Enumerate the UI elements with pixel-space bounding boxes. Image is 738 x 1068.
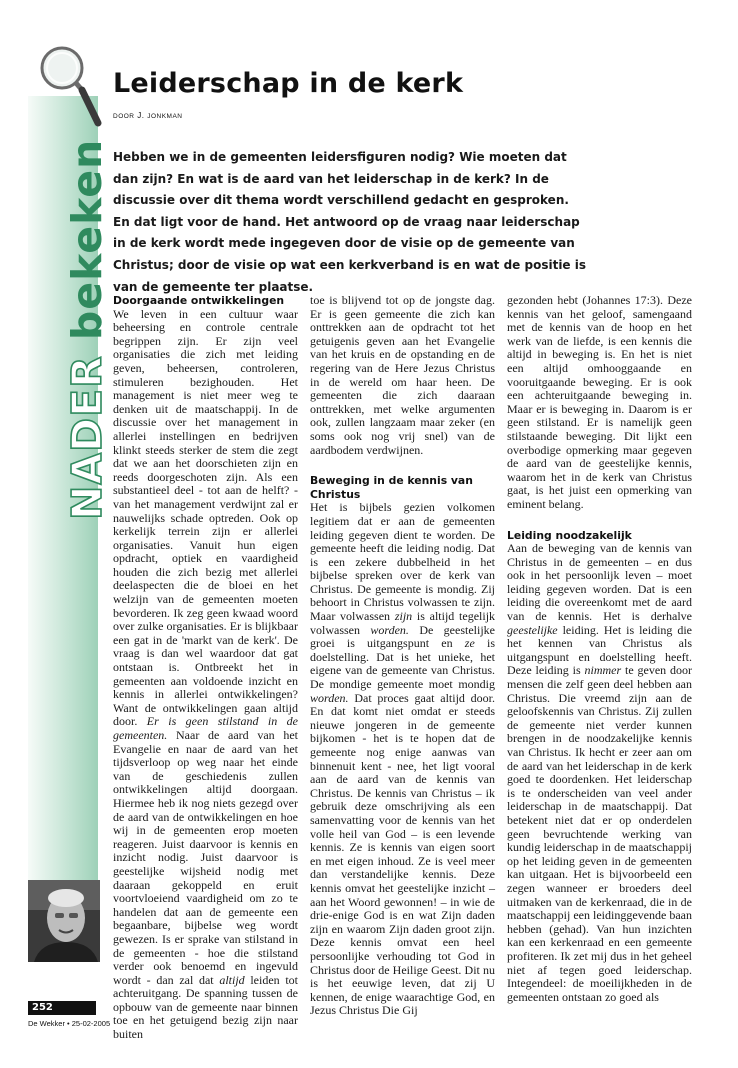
- author-name: JONKMAN: [147, 113, 183, 120]
- emphasis: geestelijke: [507, 622, 558, 637]
- text-run: leiden tot achteruitgang. De spanning tussen de opbouw van de gemeente naar binnen toe en het getuigend bezig zijn naar buiten: [113, 972, 299, 1042]
- paragraph: [113, 308, 298, 1042]
- article-lead: Hebben we in de gemeenten leidersfiguren nodig? Wie moeten dat dan zijn? En wat is de aard van het leiderschap in de kerk? In de discussie over dit thema wordt verschillend gedacht en gesproken. En dat ligt voor de hand. Het antwoord op de vraag naar leiderschap in de kerk wordt mede ingegeven door de visie op de gemeente van Christus; door de visie op wat een kerkverband is en wat de positie is van de gemeente ter plaatse.: [113, 150, 586, 294]
- emphasis: zijn: [394, 609, 413, 624]
- text-run: is doelstelling. Dat is het unieke, het eigene van de gemeente van Christus. De mondige gemeente moet mondig: [310, 636, 496, 692]
- column-3: [507, 294, 692, 1004]
- byline-prefix: DOOR: [113, 113, 135, 120]
- author-initial: J.: [137, 111, 145, 120]
- section-heading-1: Doorgaande ontwikkelingen: [113, 294, 285, 307]
- section-heading-2: Beweging in de kennis van Christus: [310, 474, 473, 501]
- emphasis: nimmer: [584, 663, 622, 678]
- text-run: is altijd tegelijk volwassen: [310, 609, 496, 637]
- magnifier-icon: [38, 44, 104, 128]
- spacer: [507, 512, 692, 529]
- emphasis: Er is geen stilstand in de gemeenten.: [113, 714, 299, 742]
- emphasis: ze: [464, 636, 475, 651]
- column-1: [113, 294, 298, 1042]
- text-run: leiding. Het is leiding die het kennen van Christus als uitgangspunt en doelstelling heeft. Deze leiding is: [507, 622, 693, 678]
- emphasis: worden.: [370, 622, 409, 637]
- spacer: [310, 457, 495, 474]
- article-title: Leiderschap in de kerk: [113, 68, 464, 99]
- paragraph: gezonden hebt (Johannes 17:3). Deze kennis van het geloof, samengaand met de kennis van de hoop en het werk van de liefde, is een kennis die altijd in beweging is. En het is niet een altijd omhooggaande en vooruitgaande beweging. Er is ook een achteruitgaande beweging in. Maar er is beweging in. Daarom is er geen stilstand. Er is namelijk geen stilstaande beweging. Dit lijkt een overbodige opmerking maar gegeven de aard van de geestelijke kennis, waarom het in de kerk van Christus gaat, is het juist een opmerking van eminent belang.: [507, 293, 692, 511]
- column-2: [310, 294, 495, 1018]
- text-run: De geestelijke groei is uitgangspunt en: [310, 622, 495, 651]
- text-run: Aan de beweging van de kennis van Christus in de gemeenten – en dus ook in het persoonlijk leven – moet leiding gegeven worden. Dat is een leiding die overeenkomt met de aard van de kennis. Het is derhalve: [507, 541, 692, 624]
- section-heading-3: Leiding noodzakelijk: [507, 528, 632, 542]
- emphasis: worden.: [310, 690, 349, 705]
- text-run: We leven in een cultuur waar beheersing en controle centrale begrippen zijn. Er zijn veel organisaties die zich met leiding geven, beheersen, controleren, stimuleren bezighouden. Het management is niet meer weg te denken uit de maatschappij. In de discussie over het management in allerlei instellingen en bedrijven klinkt steeds sterker de stem die zegt dat we aan het doorschieten zijn en reeds doorgeschoten zijn. Als een substantieel deel - tot aan de helft? - van het management verdwijnt zal er nauwelijks schade optreden. Ook op kerkelijk terrein zijn er allerlei organisaties. Vanuit hun eigen opdracht, optiek en vaardigheid houden die zich bezig met allerlei deelaspecten die de bloei en het welzijn van de gemeenten moeten bevorderen. Ik zeg geen kwaad woord over zulke organisaties. Er is blijkbaar een gat in de 'markt van de kerk'. De vraag is dan wel waardoor dat gat ontstaan is. Ontbreekt het in gemeenten aan voldoende inzicht en kennis in allerlei ontwikkelingen? Want de ontwikkelingen gaan altijd door.: [113, 306, 298, 729]
- text-run: Het is bijbels gezien volkomen legitiem dat er aan de gemeenten leiding gegeven dient te worden. De gemeente heeft die leiding nodig. Dat is een zekere dubbelheid in het bijbelse spreken over de kerk van Christus. De gemeente is mondig. Zij behoort in Christus volwassen te zijn. Maar volwassen: [310, 500, 495, 624]
- text-run: Dat proces gaat altijd door. En dat komt niet omdat er steeds nieuwe jongeren in de gemeente bijkomen - het is te hopen dat de gemeente nog enige aanwas van binnenuit kent - nee, het ligt vooral aan de aard van de kennis van Christus. De kennis van Christus – ik gebruik deze omschrijving als een samenvatting voor de kennis van het volle heil van God – is een levende kennis. Ze is kennis van eigen soort en met eigen inhoud. Ze is veel meer dan verstandelijke kennis. Deze kennis omvat het geestelijke inzicht – aan het Woord gewonnen! – in wie de drie-enige God is en wat Zijn daden zijn en waarom Zijn daden groot zijn. Deze kennis omvat een heel persoonlijke verhouding tot God in Christus door de Heilige Geest. Dit nu is het eeuwige leven, dat zij U kennen, de enige waarachtige God, en Jezus Christus Die Gij: [310, 690, 495, 1018]
- section-label-word2: bekeken: [63, 138, 111, 341]
- author-photo: [28, 880, 100, 962]
- emphasis: altijd: [219, 972, 245, 987]
- paragraph: toe is blijvend tot op de jongste dag. Er is geen gemeente die zich kan onttrekken aan de opdracht tot het getuigenis geven aan het Evangelie van het kruis en de opstanding en de regering van de Here Jezus Christus in de wereld om haar heen. De gemeenten die zich daaraan onttrekken, met welke argumenten ook, zullen langzaam maar zeker (en soms ook nog vrij snel) van de aardbodem verdwijnen.: [310, 293, 495, 457]
- publication-line: De Wekker • 25-02-2005: [28, 1019, 111, 1028]
- byline: [113, 111, 182, 120]
- paragraph: [310, 501, 495, 1018]
- text-run: Naar de aard van het Evangelie en naar de aard van het tijdsverloop op weg naar het einde van de geschiedenis zullen ontwikkelingen altijd doorgaan. Hiermee heb ik nog niets gezegd over de aard van de ontwikkelingen en hoe wij in de gemeenten erop moeten reageren. Juist daarvoor is kennis en inzicht nodig. Juist daarvoor is geestelijke wijsheid nodig met daaraan gekoppeld en eruit voortvloeiend vaardigheid om zo te handelen dat aan de gemeente een begaanbare, bijbelse weg wordt gewezen. Is er sprake van stilstand in de gemeenten - hoe die stilstand verder ook benoemd en ingevuld wordt - dan zal dat: [113, 728, 299, 987]
- paragraph: [507, 542, 692, 1004]
- text-run: te geven door mensen die zelf geen deel hebben aan Christus. Die vreemd zijn aan de geloofskennis van Christus. Zij zullen de gemeente niet verder kunnen brengen in de noodzakelijke kennis van Christus. Ik hecht er zeer aan om de aard van het leiderschap in de kerk goed te doordenken. Het leiderschap is te onderscheiden van veel ander leiderschap in de maatschappij. Dat betekent niet dat er op onderdelen geen bevruchtende werking van kundig leiderschap in de maatschappij op het leiding geven in de gemeenten kan uitgaan. Het is bijvoorbeeld een zegen wanneer er broeders deel uitmaken van de kerkenraad, die in de maatschappij een leidinggevende baan hebben (gehad). Van hun inzichten kan een kerkenraad en een gemeente profiteren. Ik zet mij dus in het geheel niet af tegen goed leiderschap. Integendeel: de moeilijkheden in de gemeenten ontstaan zo goed als: [507, 663, 693, 1004]
- page-number: 252: [28, 1001, 96, 1015]
- section-label: [63, 139, 111, 520]
- section-label-word1: NADER: [63, 355, 111, 520]
